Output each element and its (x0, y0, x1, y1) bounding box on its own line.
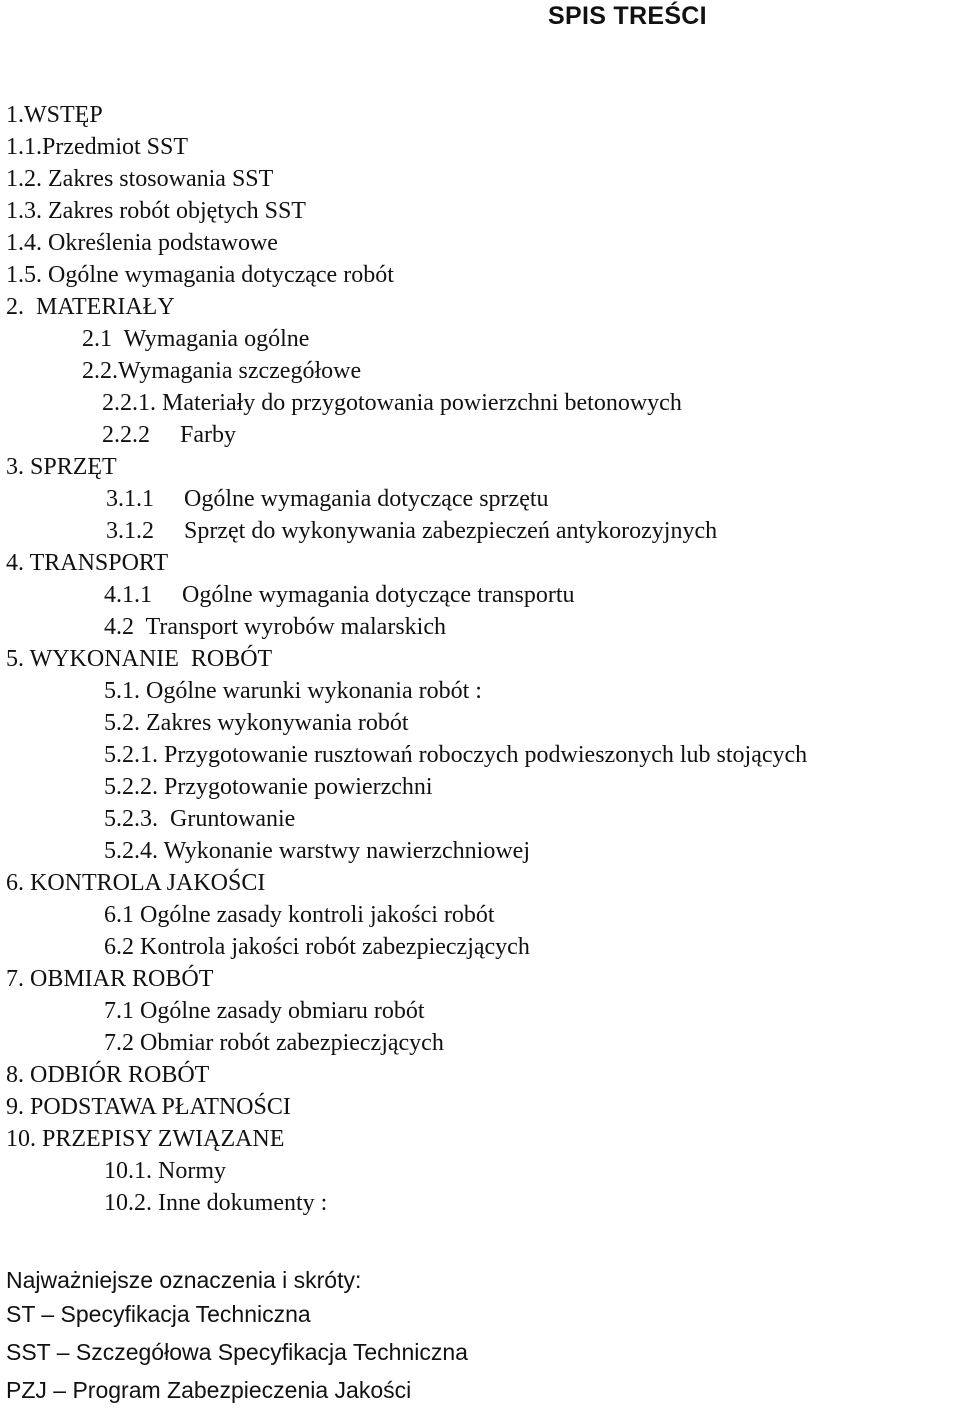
abbreviations-heading: Najważniejsze oznaczenia i skróty: (6, 1267, 362, 1293)
toc-item: 1.1.Przedmiot SST (6, 134, 189, 160)
section-heading: 1.WSTĘP (6, 102, 103, 128)
abbreviation-item: ST – Specyfikacja Techniczna (6, 1301, 311, 1327)
section-heading: 10. PRZEPISY ZWIĄZANE (6, 1126, 285, 1152)
toc-item: 4.1.1 Ogólne wymagania dotyczące transportu (104, 582, 575, 608)
toc-item: 4.2 Transport wyrobów malarskich (104, 614, 446, 640)
toc-item: 3.1.2 Sprzęt do wykonywania zabezpieczeń antykorozyjnych (106, 518, 718, 544)
toc-item: 1.2. Zakres stosowania SST (6, 166, 274, 192)
toc-item: 10.2. Inne dokumenty : (104, 1190, 328, 1216)
toc-item: 10.1. Normy (104, 1158, 226, 1184)
toc-item: 2.2.1. Materiały do przygotowania powierzchni betonowych (102, 390, 682, 416)
toc-item: 5.2.2. Przygotowanie powierzchni (104, 774, 433, 800)
page-title: SPIS TREŚCI (548, 2, 707, 30)
section-heading: 4. TRANSPORT (6, 550, 169, 576)
section-heading: 6. KONTROLA JAKOŚCI (6, 870, 266, 896)
toc-item: 7.2 Obmiar robót zabezpieczjących (104, 1030, 444, 1056)
toc-item: 6.2 Kontrola jakości robót zabezpieczjących (104, 934, 530, 960)
toc-item: 2.1 Wymagania ogólne (82, 326, 310, 352)
section-heading: 2. MATERIAŁY (6, 294, 175, 320)
toc-item: 7.1 Ogólne zasady obmiaru robót (104, 998, 425, 1024)
section-heading: 5. WYKONANIE ROBÓT (6, 646, 273, 672)
abbreviation-item: PZJ – Program Zabezpieczenia Jakości (6, 1377, 412, 1403)
section-heading: 7. OBMIAR ROBÓT (6, 966, 214, 992)
section-heading: 8. ODBIÓR ROBÓT (6, 1062, 210, 1088)
section-heading: 3. SPRZĘT (6, 454, 117, 480)
toc-item: 1.3. Zakres robót objętych SST (6, 198, 306, 224)
toc-item: 1.5. Ogólne wymagania dotyczące robót (6, 262, 394, 288)
toc-item: 3.1.1 Ogólne wymagania dotyczące sprzętu (106, 486, 549, 512)
toc-item: 5.2.3. Gruntowanie (104, 806, 296, 832)
abbreviation-item: SST – Szczegółowa Specyfikacja Techniczna (6, 1339, 468, 1365)
toc-item: 5.1. Ogólne warunki wykonania robót : (104, 678, 482, 704)
toc-item: 5.2.1. Przygotowanie rusztowań roboczych podwieszonych lub stojących (104, 742, 808, 768)
toc-item: 2.2.2 Farby (102, 422, 236, 448)
section-heading: 9. PODSTAWA PŁATNOŚCI (6, 1094, 291, 1120)
toc-item: 6.1 Ogólne zasady kontroli jakości robót (104, 902, 495, 928)
toc-item: 5.2. Zakres wykonywania robót (104, 710, 409, 736)
toc-item: 5.2.4. Wykonanie warstwy nawierzchniowej (104, 838, 530, 864)
toc-item: 2.2.Wymagania szczegółowe (82, 358, 362, 384)
toc-item: 1.4. Określenia podstawowe (6, 230, 278, 256)
